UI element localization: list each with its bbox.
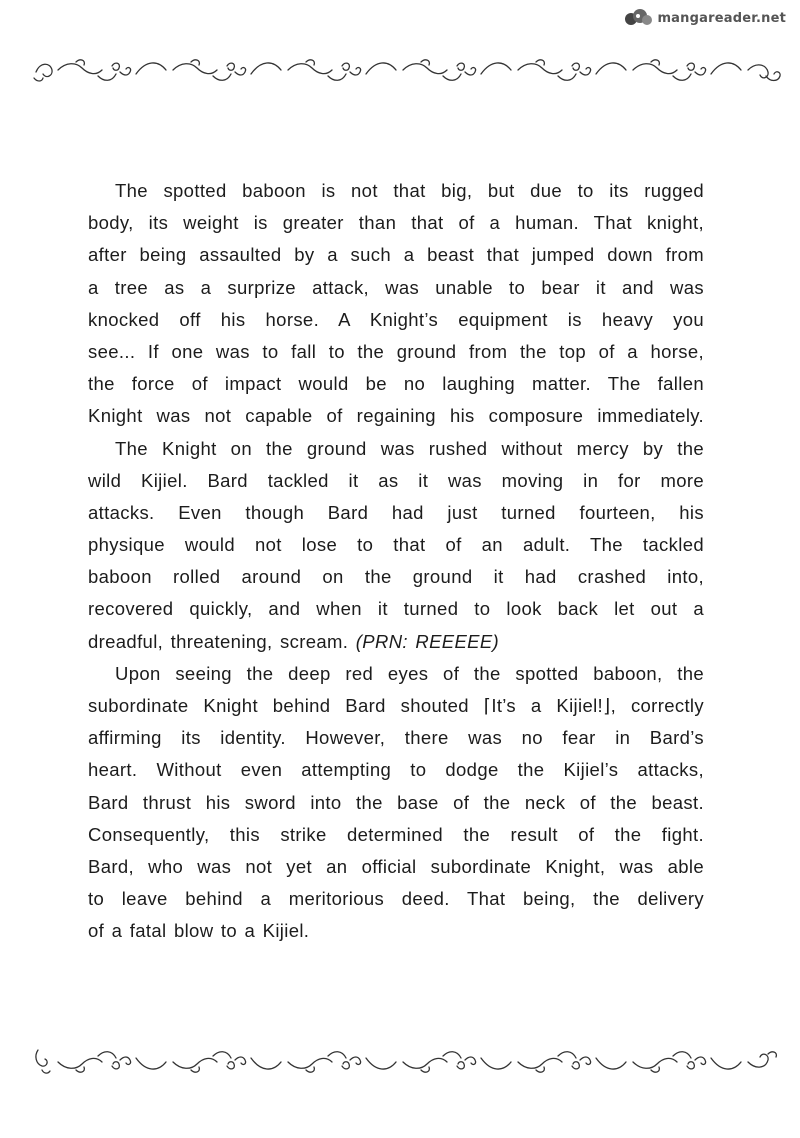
text-line: The Knight on the ground was rushed without mercy by the	[115, 437, 704, 459]
text-line-content: dreadful, threatening, scream.	[88, 630, 349, 652]
text-line: baboon rolled around on the ground it had crashed into,	[88, 566, 704, 588]
text-line: physique would not lose to that of an adult. The tackled	[88, 534, 704, 556]
text-line: after being assaulted by a such a beast that jumped down from	[88, 244, 704, 266]
text-line: affirming its identity. However, there was no fear in Bard’s	[88, 727, 704, 749]
text-line: wild Kijiel. Bard tackled it as it was moving in for more	[88, 469, 704, 491]
text-line: Knight was not capable of regaining his composure immediately.	[88, 405, 704, 427]
bottom-vine-ornament	[28, 1042, 792, 1082]
text-line: Bard, who was not yet an official subordinate Knight, was able	[88, 855, 704, 877]
translator-note: (PRN: REEEEE)	[355, 630, 500, 652]
text-line: the force of impact would be no laughing matter. The fallen	[88, 373, 704, 395]
paragraph	[88, 175, 704, 433]
text-line: Consequently, this strike determined the result of the fight.	[88, 823, 704, 845]
paragraph	[88, 433, 704, 658]
text-line: a tree as a surprize attack, was unable to bear it and was	[88, 276, 704, 298]
text-line: heart. Without even attempting to dodge the Kijiel’s attacks,	[88, 759, 704, 781]
text-line: Upon seeing the deep red eyes of the spotted baboon, the	[115, 662, 704, 684]
site-watermark[interactable]	[623, 8, 786, 28]
story-text	[88, 175, 704, 948]
text-line: Bard thrust his sword into the base of the neck of the beast.	[88, 791, 704, 813]
text-line: subordinate Knight behind Bard shouted ⌈It’s a Kijiel!⌋, correctly	[88, 695, 704, 716]
text-line	[88, 626, 704, 658]
text-line: knocked off his horse. A Knight’s equipment is heavy you	[88, 308, 704, 330]
text-line: The spotted baboon is not that big, but due to its rugged	[115, 180, 704, 201]
text-line: of a fatal blow to a Kijiel.	[88, 920, 310, 942]
top-vine-ornament	[28, 52, 792, 92]
text-line: see... If one was to fall to the ground from the top of a horse,	[88, 340, 704, 362]
paragraph	[88, 658, 704, 948]
text-line: attacks. Even though Bard had just turned fourteen, his	[88, 501, 704, 523]
text-line: body, its weight is greater than that of a human. That knight,	[88, 212, 704, 234]
site-name: mangareader.net	[657, 10, 786, 26]
text-line: to leave behind a meritorious deed. That being, the delivery	[88, 888, 704, 910]
mangareader-logo-icon	[623, 8, 653, 28]
text-line: recovered quickly, and when it turned to look back let out a	[88, 598, 704, 620]
